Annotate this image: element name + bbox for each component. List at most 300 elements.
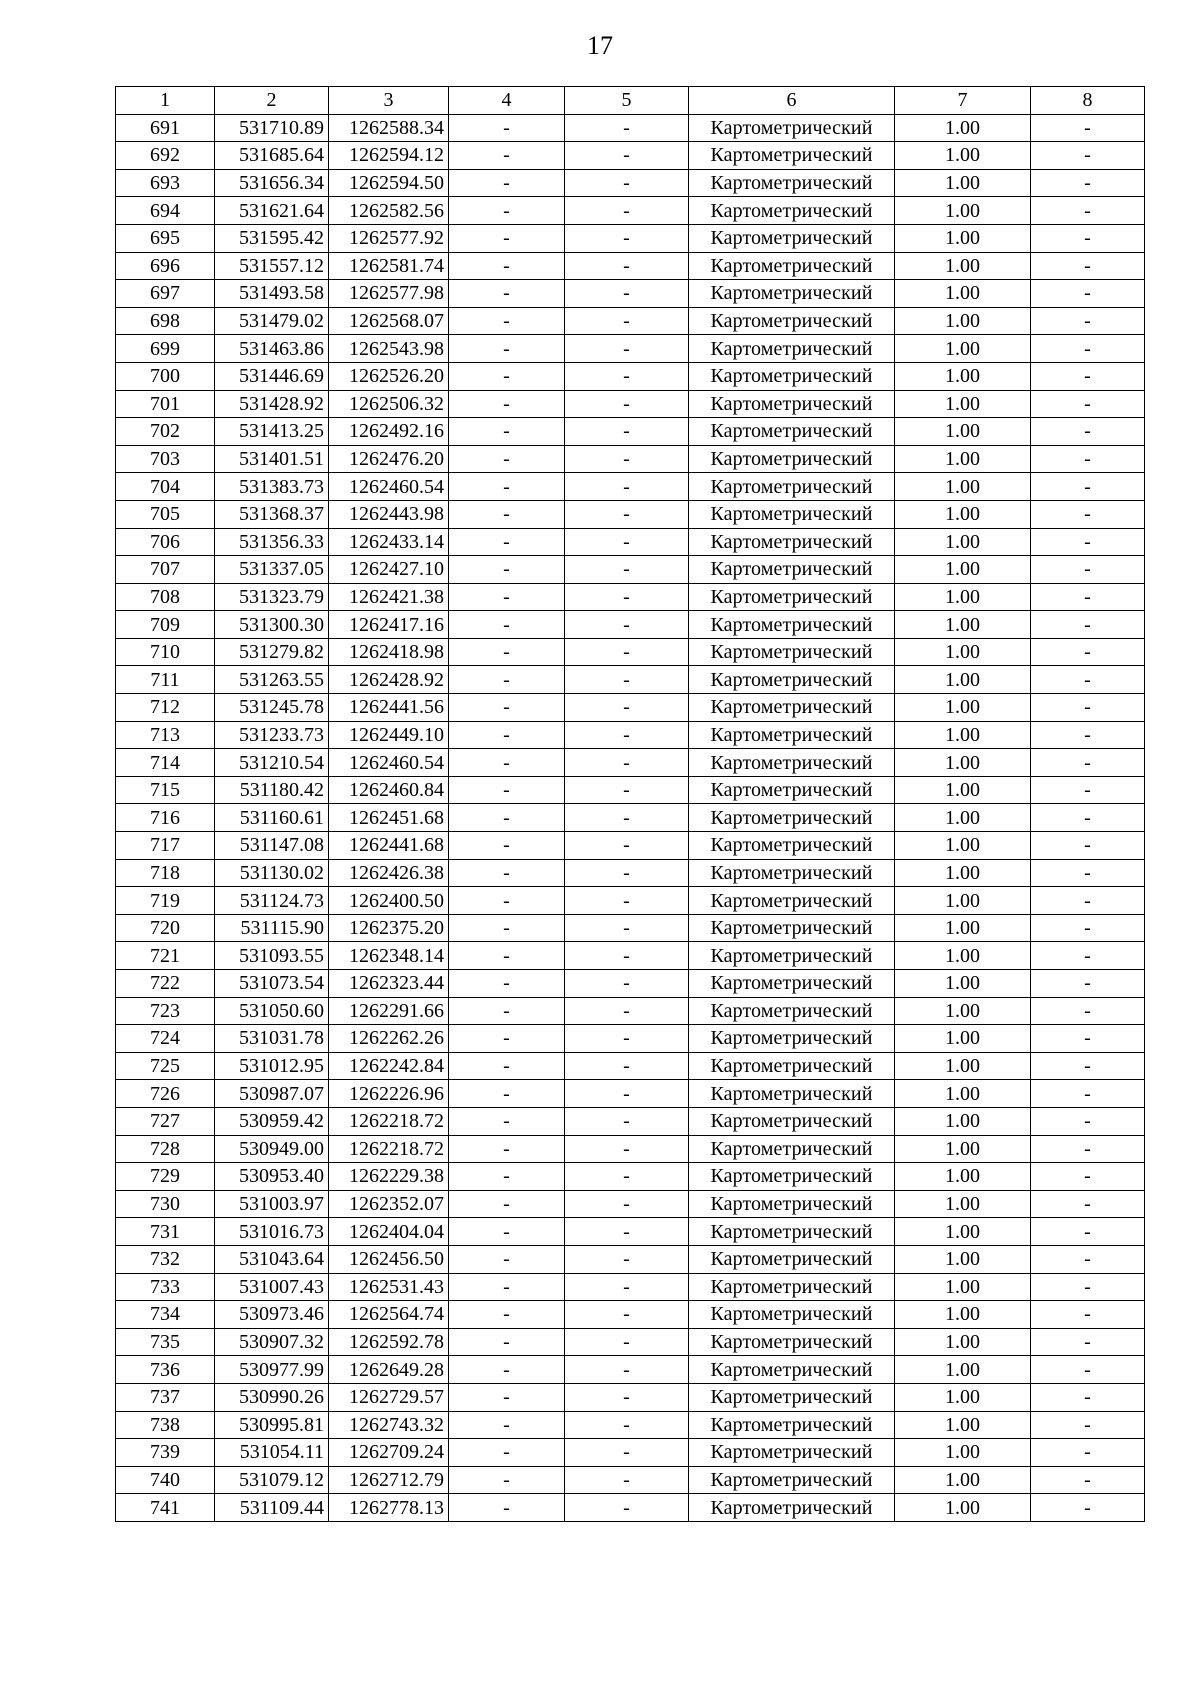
column-8-cell: -	[1031, 832, 1145, 860]
point-number-cell: 701	[116, 390, 215, 418]
accuracy-cell: 1.00	[895, 1328, 1031, 1356]
y-coordinate-cell: 1262582.56	[329, 197, 449, 225]
accuracy-cell: 1.00	[895, 390, 1031, 418]
table-row	[116, 970, 1145, 998]
column-5-cell: -	[565, 1245, 689, 1273]
table-row	[116, 1025, 1145, 1053]
column-5-cell: -	[565, 1080, 689, 1108]
x-coordinate-cell: 531073.54	[215, 970, 329, 998]
method-cell: Картометрический	[689, 1439, 895, 1467]
accuracy-cell: 1.00	[895, 252, 1031, 280]
accuracy-cell: 1.00	[895, 1107, 1031, 1135]
accuracy-cell: 1.00	[895, 1383, 1031, 1411]
column-4-cell: -	[449, 1439, 565, 1467]
x-coordinate-cell: 530973.46	[215, 1301, 329, 1329]
x-coordinate-cell: 531012.95	[215, 1052, 329, 1080]
y-coordinate-cell: 1262443.98	[329, 500, 449, 528]
y-coordinate-cell: 1262404.04	[329, 1218, 449, 1246]
x-coordinate-cell: 531368.37	[215, 500, 329, 528]
table-row	[116, 859, 1145, 887]
column-8-cell: -	[1031, 307, 1145, 335]
y-coordinate-cell: 1262743.32	[329, 1411, 449, 1439]
column-8-cell: -	[1031, 500, 1145, 528]
column-4-cell: -	[449, 445, 565, 473]
accuracy-cell: 1.00	[895, 500, 1031, 528]
y-coordinate-cell: 1262564.74	[329, 1301, 449, 1329]
column-4-cell: -	[449, 362, 565, 390]
point-number-cell: 728	[116, 1135, 215, 1163]
column-5-cell: -	[565, 1494, 689, 1522]
method-cell: Картометрический	[689, 473, 895, 501]
column-header: 5	[565, 87, 689, 115]
column-8-cell: -	[1031, 169, 1145, 197]
x-coordinate-cell: 531093.55	[215, 942, 329, 970]
point-number-cell: 734	[116, 1301, 215, 1329]
method-cell: Картометрический	[689, 528, 895, 556]
y-coordinate-cell: 1262433.14	[329, 528, 449, 556]
y-coordinate-cell: 1262451.68	[329, 804, 449, 832]
x-coordinate-cell: 531656.34	[215, 169, 329, 197]
accuracy-cell: 1.00	[895, 114, 1031, 142]
x-coordinate-cell: 531180.42	[215, 776, 329, 804]
column-5-cell: -	[565, 473, 689, 501]
column-4-cell: -	[449, 500, 565, 528]
accuracy-cell: 1.00	[895, 1080, 1031, 1108]
column-8-cell: -	[1031, 556, 1145, 584]
accuracy-cell: 1.00	[895, 1301, 1031, 1329]
x-coordinate-cell: 531428.92	[215, 390, 329, 418]
accuracy-cell: 1.00	[895, 1025, 1031, 1053]
y-coordinate-cell: 1262323.44	[329, 970, 449, 998]
column-4-cell: -	[449, 1218, 565, 1246]
column-5-cell: -	[565, 418, 689, 446]
y-coordinate-cell: 1262262.26	[329, 1025, 449, 1053]
table-row	[116, 1163, 1145, 1191]
column-4-cell: -	[449, 1411, 565, 1439]
column-5-cell: -	[565, 997, 689, 1025]
y-coordinate-cell: 1262400.50	[329, 887, 449, 915]
column-8-cell: -	[1031, 1107, 1145, 1135]
column-8-cell: -	[1031, 1080, 1145, 1108]
point-number-cell: 692	[116, 142, 215, 170]
column-5-cell: -	[565, 1107, 689, 1135]
column-8-cell: -	[1031, 390, 1145, 418]
table-row	[116, 280, 1145, 308]
y-coordinate-cell: 1262460.54	[329, 473, 449, 501]
x-coordinate-cell: 531160.61	[215, 804, 329, 832]
column-4-cell: -	[449, 666, 565, 694]
table-row	[116, 1439, 1145, 1467]
column-4-cell: -	[449, 721, 565, 749]
table-row	[116, 1494, 1145, 1522]
accuracy-cell: 1.00	[895, 638, 1031, 666]
column-8-cell: -	[1031, 1301, 1145, 1329]
column-4-cell: -	[449, 859, 565, 887]
column-4-cell: -	[449, 1245, 565, 1273]
accuracy-cell: 1.00	[895, 721, 1031, 749]
column-4-cell: -	[449, 583, 565, 611]
column-8-cell: -	[1031, 721, 1145, 749]
column-5-cell: -	[565, 1163, 689, 1191]
x-coordinate-cell: 531356.33	[215, 528, 329, 556]
column-header: 7	[895, 87, 1031, 115]
method-cell: Картометрический	[689, 832, 895, 860]
method-cell: Картометрический	[689, 556, 895, 584]
accuracy-cell: 1.00	[895, 335, 1031, 363]
x-coordinate-cell: 530995.81	[215, 1411, 329, 1439]
method-cell: Картометрический	[689, 1025, 895, 1053]
column-5-cell: -	[565, 887, 689, 915]
method-cell: Картометрический	[689, 1383, 895, 1411]
column-5-cell: -	[565, 1301, 689, 1329]
column-5-cell: -	[565, 252, 689, 280]
table-row	[116, 1107, 1145, 1135]
table-row	[116, 1218, 1145, 1246]
method-cell: Картометрический	[689, 749, 895, 777]
accuracy-cell: 1.00	[895, 583, 1031, 611]
y-coordinate-cell: 1262568.07	[329, 307, 449, 335]
x-coordinate-cell: 531054.11	[215, 1439, 329, 1467]
accuracy-cell: 1.00	[895, 1052, 1031, 1080]
column-4-cell: -	[449, 749, 565, 777]
x-coordinate-cell: 531233.73	[215, 721, 329, 749]
y-coordinate-cell: 1262218.72	[329, 1107, 449, 1135]
x-coordinate-cell: 531147.08	[215, 832, 329, 860]
table-row	[116, 390, 1145, 418]
accuracy-cell: 1.00	[895, 307, 1031, 335]
table-row	[116, 500, 1145, 528]
column-4-cell: -	[449, 307, 565, 335]
column-4-cell: -	[449, 1025, 565, 1053]
table-row	[116, 307, 1145, 335]
method-cell: Картометрический	[689, 335, 895, 363]
y-coordinate-cell: 1262426.38	[329, 859, 449, 887]
point-number-cell: 731	[116, 1218, 215, 1246]
method-cell: Картометрический	[689, 280, 895, 308]
column-8-cell: -	[1031, 528, 1145, 556]
x-coordinate-cell: 531124.73	[215, 887, 329, 915]
column-5-cell: -	[565, 500, 689, 528]
accuracy-cell: 1.00	[895, 1245, 1031, 1273]
accuracy-cell: 1.00	[895, 832, 1031, 860]
column-header: 8	[1031, 87, 1145, 115]
point-number-cell: 721	[116, 942, 215, 970]
column-5-cell: -	[565, 1052, 689, 1080]
table-row	[116, 583, 1145, 611]
point-number-cell: 718	[116, 859, 215, 887]
y-coordinate-cell: 1262581.74	[329, 252, 449, 280]
point-number-cell: 714	[116, 749, 215, 777]
point-number-cell: 711	[116, 666, 215, 694]
column-5-cell: -	[565, 1439, 689, 1467]
method-cell: Картометрический	[689, 362, 895, 390]
column-4-cell: -	[449, 169, 565, 197]
column-8-cell: -	[1031, 1411, 1145, 1439]
method-cell: Картометрический	[689, 1494, 895, 1522]
method-cell: Картометрический	[689, 721, 895, 749]
method-cell: Картометрический	[689, 1245, 895, 1273]
accuracy-cell: 1.00	[895, 1356, 1031, 1384]
column-5-cell: -	[565, 280, 689, 308]
column-5-cell: -	[565, 362, 689, 390]
accuracy-cell: 1.00	[895, 666, 1031, 694]
x-coordinate-cell: 530907.32	[215, 1328, 329, 1356]
accuracy-cell: 1.00	[895, 749, 1031, 777]
table-row	[116, 832, 1145, 860]
accuracy-cell: 1.00	[895, 1273, 1031, 1301]
point-number-cell: 729	[116, 1163, 215, 1191]
column-5-cell: -	[565, 1025, 689, 1053]
method-cell: Картометрический	[689, 1218, 895, 1246]
column-8-cell: -	[1031, 887, 1145, 915]
table-row	[116, 335, 1145, 363]
y-coordinate-cell: 1262594.12	[329, 142, 449, 170]
table-row	[116, 362, 1145, 390]
point-number-cell: 706	[116, 528, 215, 556]
method-cell: Картометрический	[689, 804, 895, 832]
point-number-cell: 716	[116, 804, 215, 832]
point-number-cell: 741	[116, 1494, 215, 1522]
column-4-cell: -	[449, 1328, 565, 1356]
accuracy-cell: 1.00	[895, 528, 1031, 556]
table-row	[116, 1466, 1145, 1494]
column-8-cell: -	[1031, 197, 1145, 225]
y-coordinate-cell: 1262778.13	[329, 1494, 449, 1522]
x-coordinate-cell: 530987.07	[215, 1080, 329, 1108]
method-cell: Картометрический	[689, 1190, 895, 1218]
point-number-cell: 730	[116, 1190, 215, 1218]
point-number-cell: 695	[116, 224, 215, 252]
accuracy-cell: 1.00	[895, 942, 1031, 970]
accuracy-cell: 1.00	[895, 197, 1031, 225]
method-cell: Картометрический	[689, 694, 895, 722]
x-coordinate-cell: 531079.12	[215, 1466, 329, 1494]
table-row	[116, 252, 1145, 280]
column-8-cell: -	[1031, 1466, 1145, 1494]
x-coordinate-cell: 531446.69	[215, 362, 329, 390]
column-4-cell: -	[449, 335, 565, 363]
column-5-cell: -	[565, 528, 689, 556]
column-5-cell: -	[565, 970, 689, 998]
point-number-cell: 712	[116, 694, 215, 722]
column-5-cell: -	[565, 1328, 689, 1356]
table-row	[116, 528, 1145, 556]
method-cell: Картометрический	[689, 970, 895, 998]
column-8-cell: -	[1031, 1163, 1145, 1191]
y-coordinate-cell: 1262421.38	[329, 583, 449, 611]
column-8-cell: -	[1031, 1494, 1145, 1522]
column-4-cell: -	[449, 1052, 565, 1080]
table-row	[116, 1190, 1145, 1218]
x-coordinate-cell: 531710.89	[215, 114, 329, 142]
column-5-cell: -	[565, 859, 689, 887]
column-header: 4	[449, 87, 565, 115]
table-row	[116, 1356, 1145, 1384]
y-coordinate-cell: 1262460.54	[329, 749, 449, 777]
method-cell: Картометрический	[689, 418, 895, 446]
table-row	[116, 1135, 1145, 1163]
x-coordinate-cell: 531003.97	[215, 1190, 329, 1218]
x-coordinate-cell: 531263.55	[215, 666, 329, 694]
column-5-cell: -	[565, 1218, 689, 1246]
accuracy-cell: 1.00	[895, 914, 1031, 942]
point-number-cell: 726	[116, 1080, 215, 1108]
y-coordinate-cell: 1262352.07	[329, 1190, 449, 1218]
column-8-cell: -	[1031, 362, 1145, 390]
x-coordinate-cell: 531463.86	[215, 335, 329, 363]
column-5-cell: -	[565, 776, 689, 804]
y-coordinate-cell: 1262218.72	[329, 1135, 449, 1163]
column-8-cell: -	[1031, 914, 1145, 942]
point-number-cell: 696	[116, 252, 215, 280]
table-row	[116, 1052, 1145, 1080]
table-row	[116, 721, 1145, 749]
y-coordinate-cell: 1262427.10	[329, 556, 449, 584]
table-row	[116, 1080, 1145, 1108]
table-row	[116, 142, 1145, 170]
point-number-cell: 702	[116, 418, 215, 446]
table-row	[116, 556, 1145, 584]
column-5-cell: -	[565, 583, 689, 611]
column-8-cell: -	[1031, 638, 1145, 666]
y-coordinate-cell: 1262729.57	[329, 1383, 449, 1411]
column-8-cell: -	[1031, 1273, 1145, 1301]
column-4-cell: -	[449, 224, 565, 252]
column-5-cell: -	[565, 914, 689, 942]
point-number-cell: 720	[116, 914, 215, 942]
column-5-cell: -	[565, 445, 689, 473]
accuracy-cell: 1.00	[895, 556, 1031, 584]
method-cell: Картометрический	[689, 1301, 895, 1329]
column-4-cell: -	[449, 832, 565, 860]
column-8-cell: -	[1031, 224, 1145, 252]
point-number-cell: 705	[116, 500, 215, 528]
point-number-cell: 736	[116, 1356, 215, 1384]
point-number-cell: 703	[116, 445, 215, 473]
method-cell: Картометрический	[689, 638, 895, 666]
point-number-cell: 740	[116, 1466, 215, 1494]
column-8-cell: -	[1031, 1439, 1145, 1467]
method-cell: Картометрический	[689, 1356, 895, 1384]
accuracy-cell: 1.00	[895, 1494, 1031, 1522]
column-4-cell: -	[449, 473, 565, 501]
table-row	[116, 473, 1145, 501]
table-row	[116, 1273, 1145, 1301]
column-5-cell: -	[565, 1411, 689, 1439]
x-coordinate-cell: 531300.30	[215, 611, 329, 639]
x-coordinate-cell: 531050.60	[215, 997, 329, 1025]
method-cell: Картометрический	[689, 997, 895, 1025]
table-row	[116, 804, 1145, 832]
accuracy-cell: 1.00	[895, 694, 1031, 722]
x-coordinate-cell: 531130.02	[215, 859, 329, 887]
table-header-row	[116, 87, 1145, 115]
y-coordinate-cell: 1262649.28	[329, 1356, 449, 1384]
method-cell: Картометрический	[689, 583, 895, 611]
column-4-cell: -	[449, 197, 565, 225]
column-8-cell: -	[1031, 1356, 1145, 1384]
table-row	[116, 418, 1145, 446]
point-number-cell: 700	[116, 362, 215, 390]
table-row	[116, 197, 1145, 225]
column-4-cell: -	[449, 142, 565, 170]
column-8-cell: -	[1031, 335, 1145, 363]
x-coordinate-cell: 531007.43	[215, 1273, 329, 1301]
y-coordinate-cell: 1262417.16	[329, 611, 449, 639]
point-number-cell: 732	[116, 1245, 215, 1273]
y-coordinate-cell: 1262441.68	[329, 832, 449, 860]
column-4-cell: -	[449, 776, 565, 804]
accuracy-cell: 1.00	[895, 1411, 1031, 1439]
column-5-cell: -	[565, 942, 689, 970]
x-coordinate-cell: 531043.64	[215, 1245, 329, 1273]
x-coordinate-cell: 531016.73	[215, 1218, 329, 1246]
x-coordinate-cell: 531115.90	[215, 914, 329, 942]
point-number-cell: 719	[116, 887, 215, 915]
x-coordinate-cell: 531245.78	[215, 694, 329, 722]
x-coordinate-cell: 531210.54	[215, 749, 329, 777]
column-4-cell: -	[449, 887, 565, 915]
column-4-cell: -	[449, 942, 565, 970]
column-4-cell: -	[449, 1301, 565, 1329]
column-5-cell: -	[565, 114, 689, 142]
column-8-cell: -	[1031, 1025, 1145, 1053]
method-cell: Картометрический	[689, 500, 895, 528]
point-number-cell: 727	[116, 1107, 215, 1135]
column-5-cell: -	[565, 1466, 689, 1494]
column-5-cell: -	[565, 832, 689, 860]
y-coordinate-cell: 1262441.56	[329, 694, 449, 722]
point-number-cell: 710	[116, 638, 215, 666]
table-body	[116, 114, 1145, 1521]
column-8-cell: -	[1031, 997, 1145, 1025]
table-row	[116, 114, 1145, 142]
point-number-cell: 698	[116, 307, 215, 335]
table-row	[116, 224, 1145, 252]
y-coordinate-cell: 1262456.50	[329, 1245, 449, 1273]
y-coordinate-cell: 1262348.14	[329, 942, 449, 970]
x-coordinate-cell: 531621.64	[215, 197, 329, 225]
accuracy-cell: 1.00	[895, 1218, 1031, 1246]
x-coordinate-cell: 531383.73	[215, 473, 329, 501]
method-cell: Картометрический	[689, 666, 895, 694]
table-row	[116, 1328, 1145, 1356]
y-coordinate-cell: 1262418.98	[329, 638, 449, 666]
table-row	[116, 1245, 1145, 1273]
y-coordinate-cell: 1262476.20	[329, 445, 449, 473]
x-coordinate-cell: 531685.64	[215, 142, 329, 170]
method-cell: Картометрический	[689, 1163, 895, 1191]
column-5-cell: -	[565, 1383, 689, 1411]
x-coordinate-cell: 531109.44	[215, 1494, 329, 1522]
column-5-cell: -	[565, 1356, 689, 1384]
x-coordinate-cell: 531493.58	[215, 280, 329, 308]
point-number-cell: 733	[116, 1273, 215, 1301]
y-coordinate-cell: 1262588.34	[329, 114, 449, 142]
x-coordinate-cell: 531323.79	[215, 583, 329, 611]
method-cell: Картометрический	[689, 1466, 895, 1494]
column-4-cell: -	[449, 1163, 565, 1191]
y-coordinate-cell: 1262592.78	[329, 1328, 449, 1356]
column-8-cell: -	[1031, 583, 1145, 611]
accuracy-cell: 1.00	[895, 418, 1031, 446]
point-number-cell: 715	[116, 776, 215, 804]
column-8-cell: -	[1031, 252, 1145, 280]
method-cell: Картометрический	[689, 114, 895, 142]
column-8-cell: -	[1031, 1190, 1145, 1218]
accuracy-cell: 1.00	[895, 445, 1031, 473]
y-coordinate-cell: 1262375.20	[329, 914, 449, 942]
